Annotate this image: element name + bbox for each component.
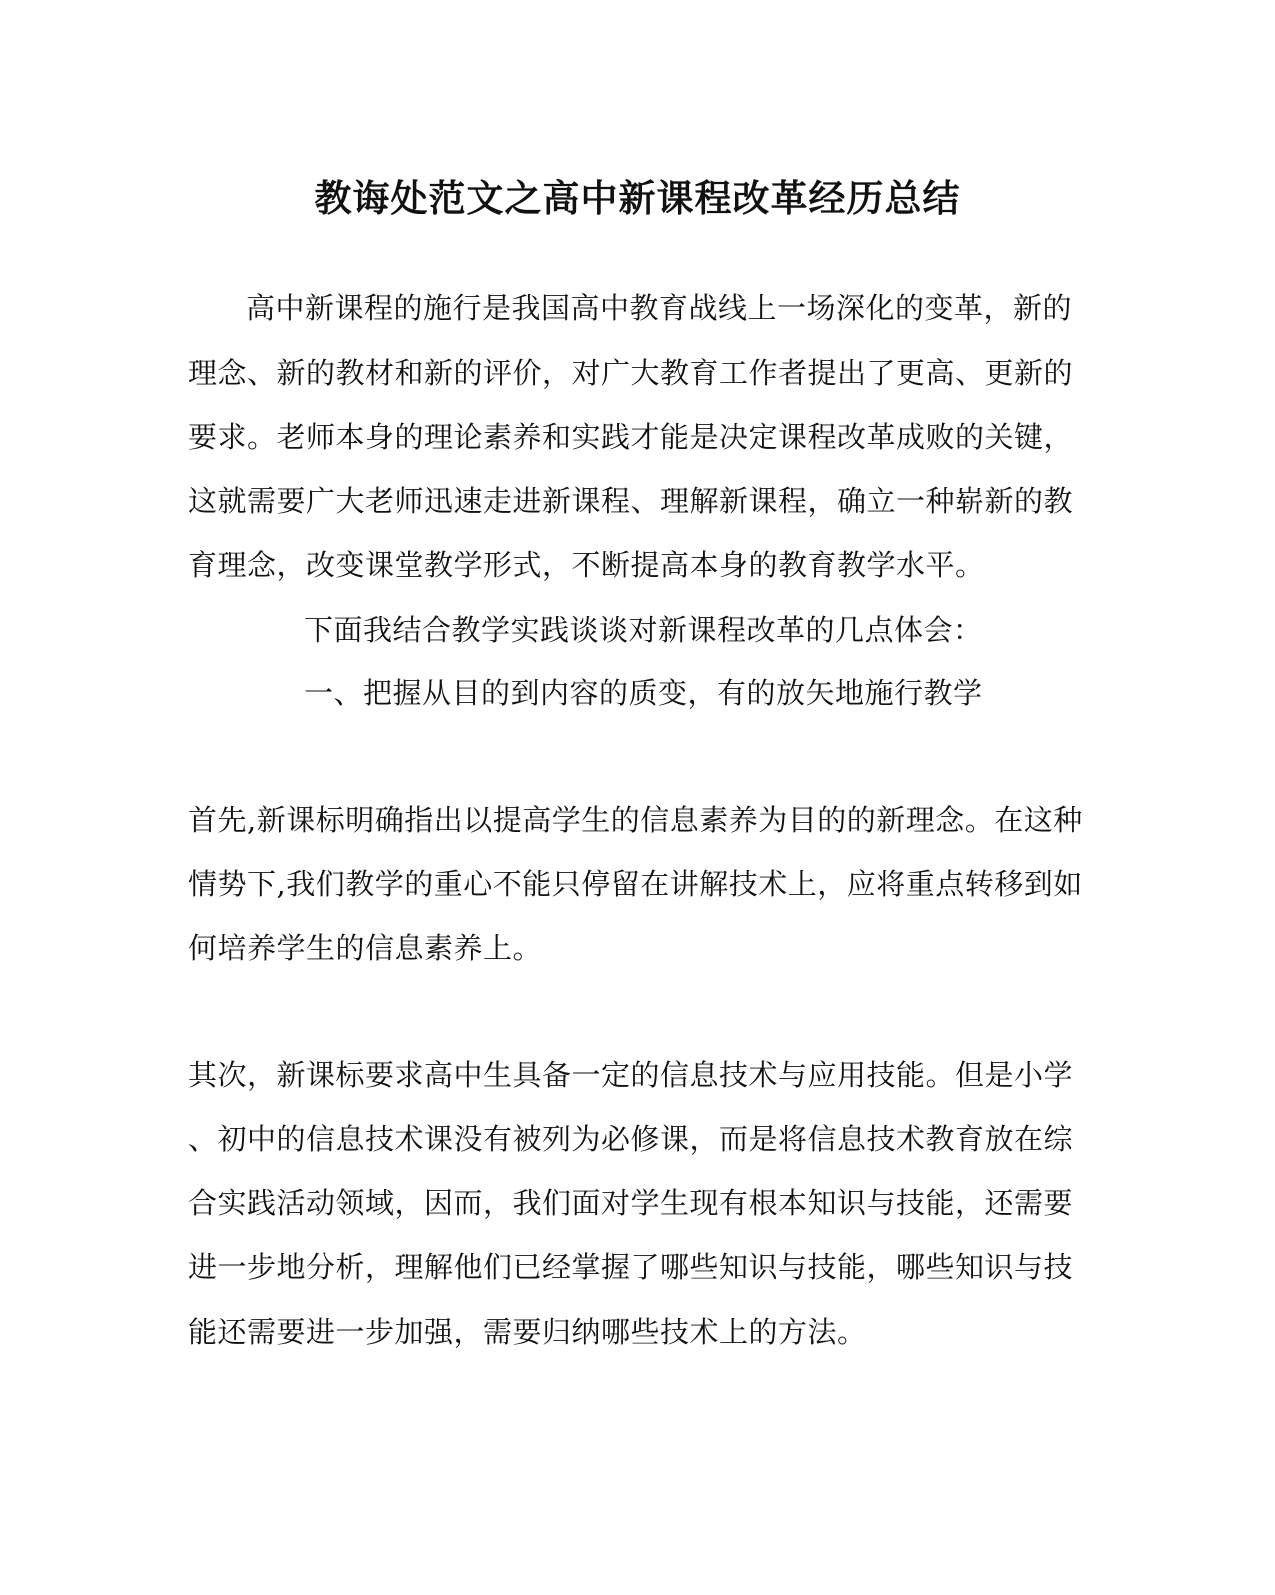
body-line: 理念、新的教材和新的评价，对广大教育工作者提出了更高、更新的 [188, 356, 1074, 390]
body-line: 、初中的信息技术课没有被列为必修课，而是将信息技术教育放在综 [188, 1122, 1074, 1156]
section-heading: 一、把握从目的到内容的质变，有的放矢地施行教学 [304, 676, 983, 710]
body-line: 进一步地分析，理解他们已经掌握了哪些知识与技能，哪些知识与技 [188, 1250, 1074, 1284]
body-line: 情势下,我们教学的重心不能只停留在讲解技术上，应将重点转移到如 [188, 867, 1083, 901]
body-line: 下面我结合教学实践谈谈对新课程改革的几点体会： [304, 613, 983, 647]
body-line: 能还需要进一步加强，需要归纳哪些技术上的方法。 [188, 1315, 867, 1349]
body-line: 其次，新课标要求高中生具备一定的信息技术与应用技能。但是小学 [188, 1058, 1074, 1092]
body-line: 高中新课程的施行是我国高中教育战线上一场深化的变革，新的 [246, 291, 1073, 325]
body-line: 育理念，改变课堂教学形式，不断提高本身的教育教学水平。 [188, 548, 985, 582]
body-line: 何培养学生的信息素养上。 [188, 931, 543, 965]
body-line: 要求。老师本身的理论素养和实践才能是决定课程改革成败的关键， [188, 420, 1074, 454]
body-line: 首先,新课标明确指出以提高学生的信息素养为目的的新理念。在这种 [188, 803, 1083, 837]
document-title: 教诲处范文之高中新课程改革经历总结 [314, 176, 961, 220]
body-line: 合实践活动领域，因而，我们面对学生现有根本知识与技能，还需要 [188, 1186, 1074, 1220]
body-line: 这就需要广大老师迅速走进新课程、理解新课程，确立一种崭新的教 [188, 484, 1074, 518]
